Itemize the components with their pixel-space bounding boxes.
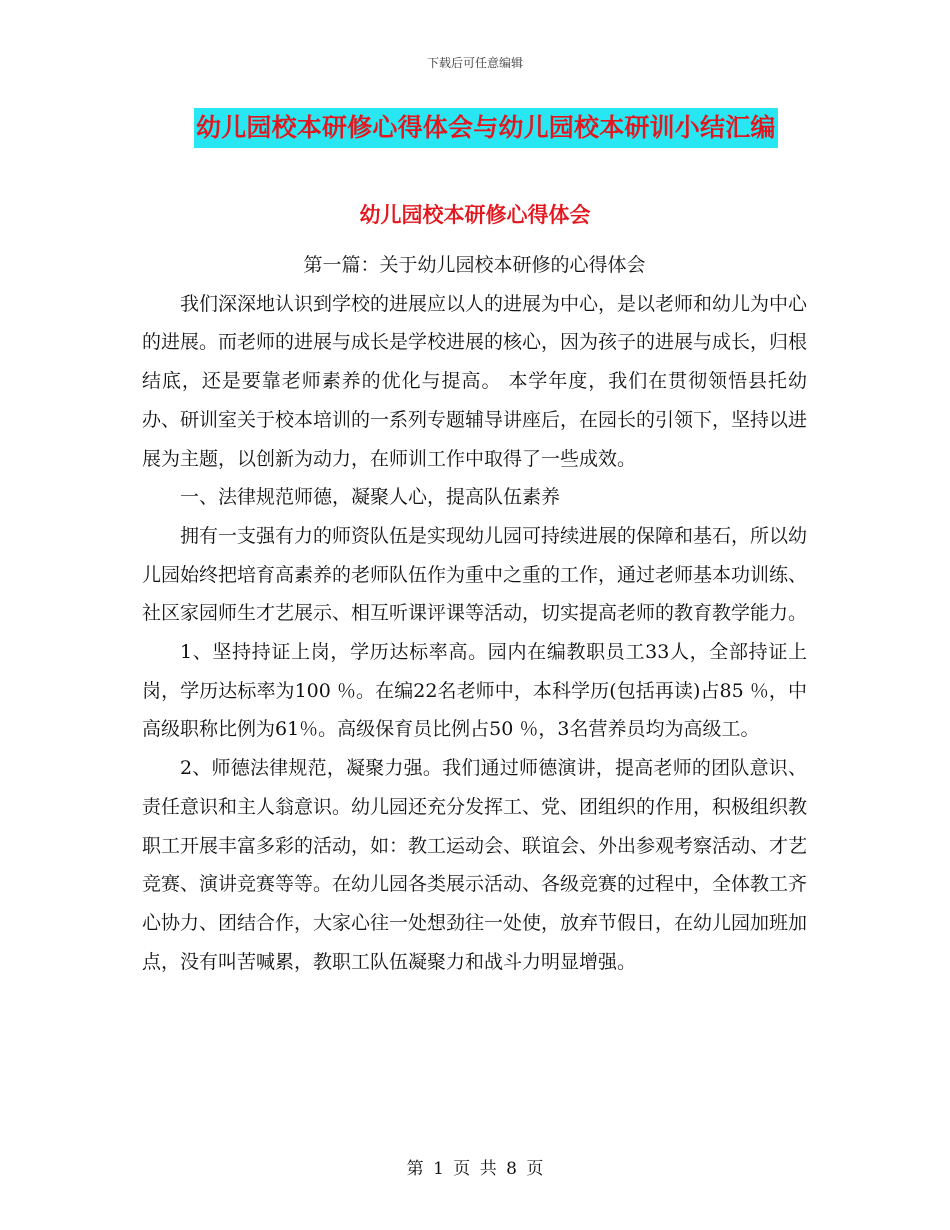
paragraph-heading-1: 一、法律规范师德，凝聚人心，提高队伍素养	[180, 486, 561, 509]
section-title: 幼儿园校本研修心得体会	[359, 203, 591, 227]
document-title: 幼儿园校本研修心得体会与幼儿园校本研训小结汇编	[194, 108, 778, 148]
paragraph-intro: 我们深深地认识到学校的进展应以人的进展为中心，是以老师和幼儿为中心的进展。而老师的进展与成长是学校进展的核心，因为孩子的进展与成长，归根结底，还是要靠老师素养的优化与提高。 本学年度，我们在贯彻领悟县托幼办、研训室关于校本培训的一系列专题辅导讲座后，在园长的引领下，坚持以进展为主题，以创新为动力，在师训工作中取得了一些成效。	[142, 292, 808, 470]
page-header-note: 下载后可任意编辑	[426, 56, 523, 70]
page-number-footer: 第 1 页 共 8 页	[406, 1159, 544, 1179]
paragraph-item-1: 1、坚持持证上岗，学历达标率高。园内在编教职员工33人，全部持证上岗，学历达标率为100 ％。在编22名老师中，本科学历(包括再读)占85 ％，中高级职称比例为61％。高级保育员比例占50 ％，3名营养员均为高级工。	[142, 641, 807, 741]
document-title-wrap	[194, 108, 778, 148]
paragraph-team: 拥有一支强有力的师资队伍是实现幼儿园可持续进展的保障和基石，所以幼儿园始终把培育高素养的老师队伍作为重中之重的工作，通过老师基本功训练、社区家园师生才艺展示、相互听课评课等活动，切实提高老师的教育教学能力。	[142, 524, 808, 625]
chapter-subtitle: 第一篇：关于幼儿园校本研修的心得体会	[303, 254, 646, 276]
paragraph-item-2: 2、师德法律规范，凝聚力强。我们通过师德演讲，提高老师的团队意识、责任意识和主人翁意识。幼儿园还充分发挥工、党、团组织的作用，积极组织教职工开展丰富多彩的活动，如：教工运动会、联谊会、外出参观考察活动、才艺竞赛、演讲竞赛等等。在幼儿园各类展示活动、各级竞赛的过程中，全体教工齐心协力、团结合作，大家心往一处想劲往一处使，放弃节假日，在幼儿园加班加点，没有叫苦喊累，教职工队伍凝聚力和战斗力明显增强。	[142, 757, 808, 973]
document-body	[142, 246, 807, 981]
